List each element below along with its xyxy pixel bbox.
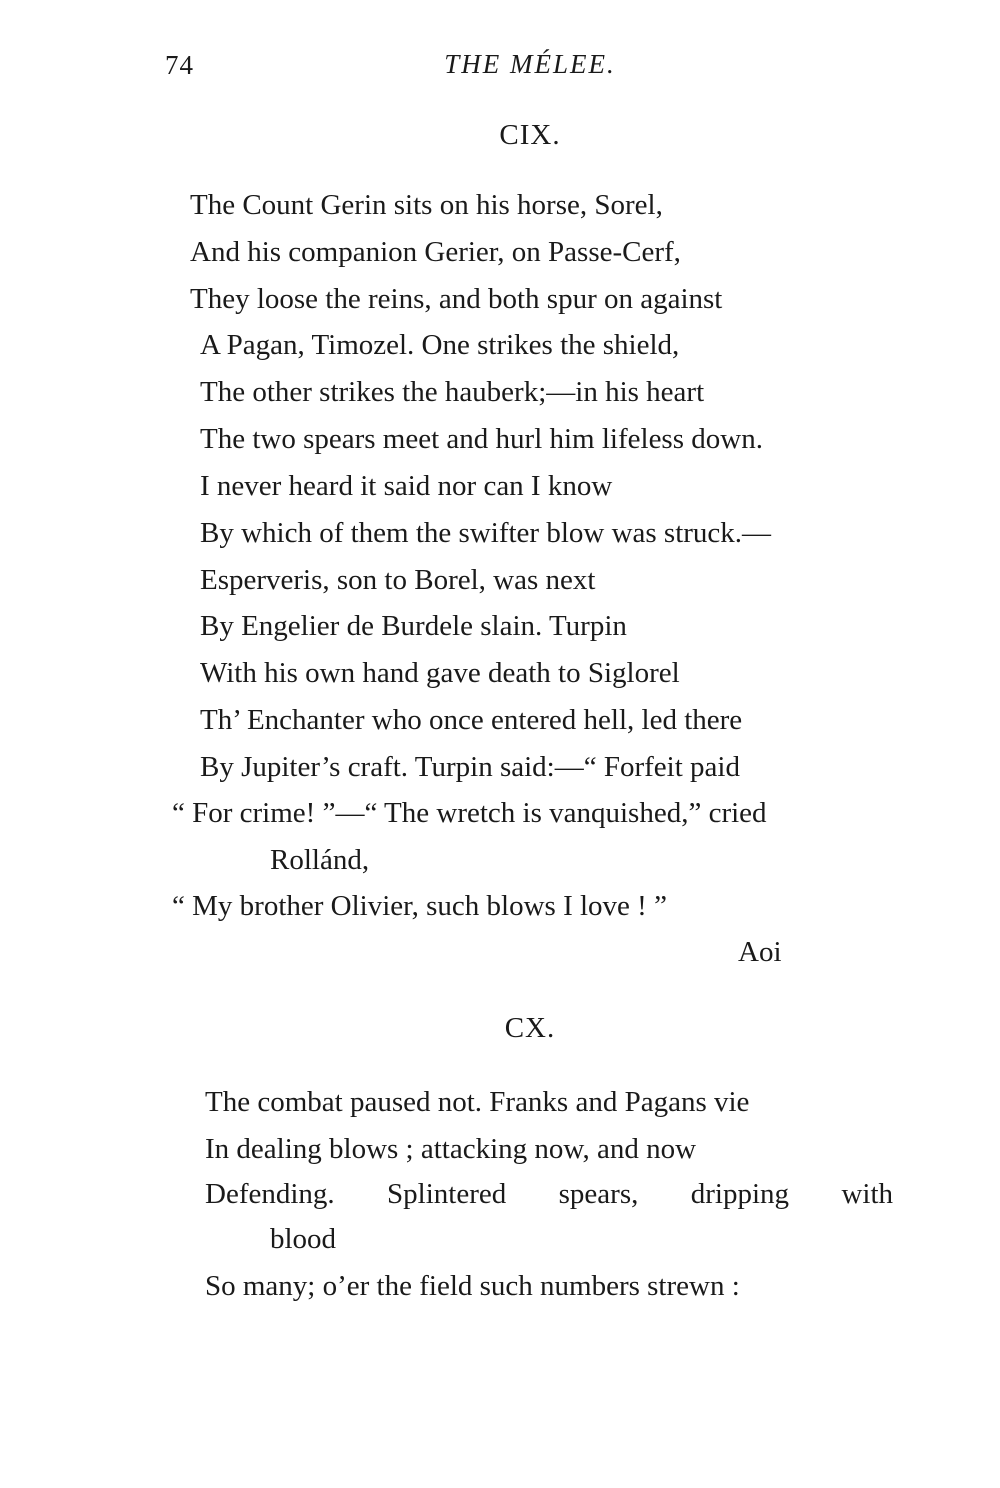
verse-line: “ My brother Olivier, such blows I love ! ”: [172, 890, 667, 922]
running-head: THE MÉLEE.: [444, 49, 616, 79]
verse-line: The Count Gerin sits on his horse, Sorel,: [190, 189, 663, 221]
verse-line: The two spears meet and hurl him lifeless down.: [200, 423, 763, 455]
verse-line: The combat paused not. Franks and Pagans vie: [205, 1086, 750, 1118]
verse-line: By Jupiter’s craft. Turpin said:—“ Forfeit paid: [200, 751, 740, 783]
verse-line: And his companion Gerier, on Passe-Cerf,: [190, 236, 681, 268]
verse-line: In dealing blows ; attacking now, and now: [205, 1133, 697, 1165]
verse-line: Th’ Enchanter who once entered hell, led there: [200, 704, 743, 736]
verse-line: By Engelier de Burdele slain. Turpin: [200, 610, 627, 642]
stanza-heading: CX.: [504, 1012, 556, 1044]
refrain-aoi: Aoi: [738, 936, 782, 968]
verse-line: With his own hand gave death to Siglorel: [200, 657, 680, 689]
verse-line: Defending. Splintered spears, dripping with: [205, 1178, 893, 1210]
verse-line: A Pagan, Timozel. One strikes the shield,: [200, 329, 680, 361]
page-number: 74: [165, 50, 194, 80]
verse-line: Esperveris, son to Borel, was next: [200, 564, 596, 596]
stanza-heading: CIX.: [499, 119, 561, 151]
verse-line: They loose the reins, and both spur on against: [190, 283, 723, 315]
verse-line: I never heard it said nor can I know: [200, 470, 613, 502]
verse-line: The other strikes the hauberk;—in his heart: [200, 376, 705, 408]
verse-line-continuation: blood: [270, 1223, 337, 1255]
verse-line: By which of them the swifter blow was struck.—: [200, 517, 772, 549]
verse-line: “ For crime! ”—“ The wretch is vanquished,” cried: [172, 797, 767, 829]
verse-line-continuation: Rollánd,: [270, 844, 370, 876]
verse-line: So many; o’er the field such numbers strewn :: [205, 1270, 740, 1302]
